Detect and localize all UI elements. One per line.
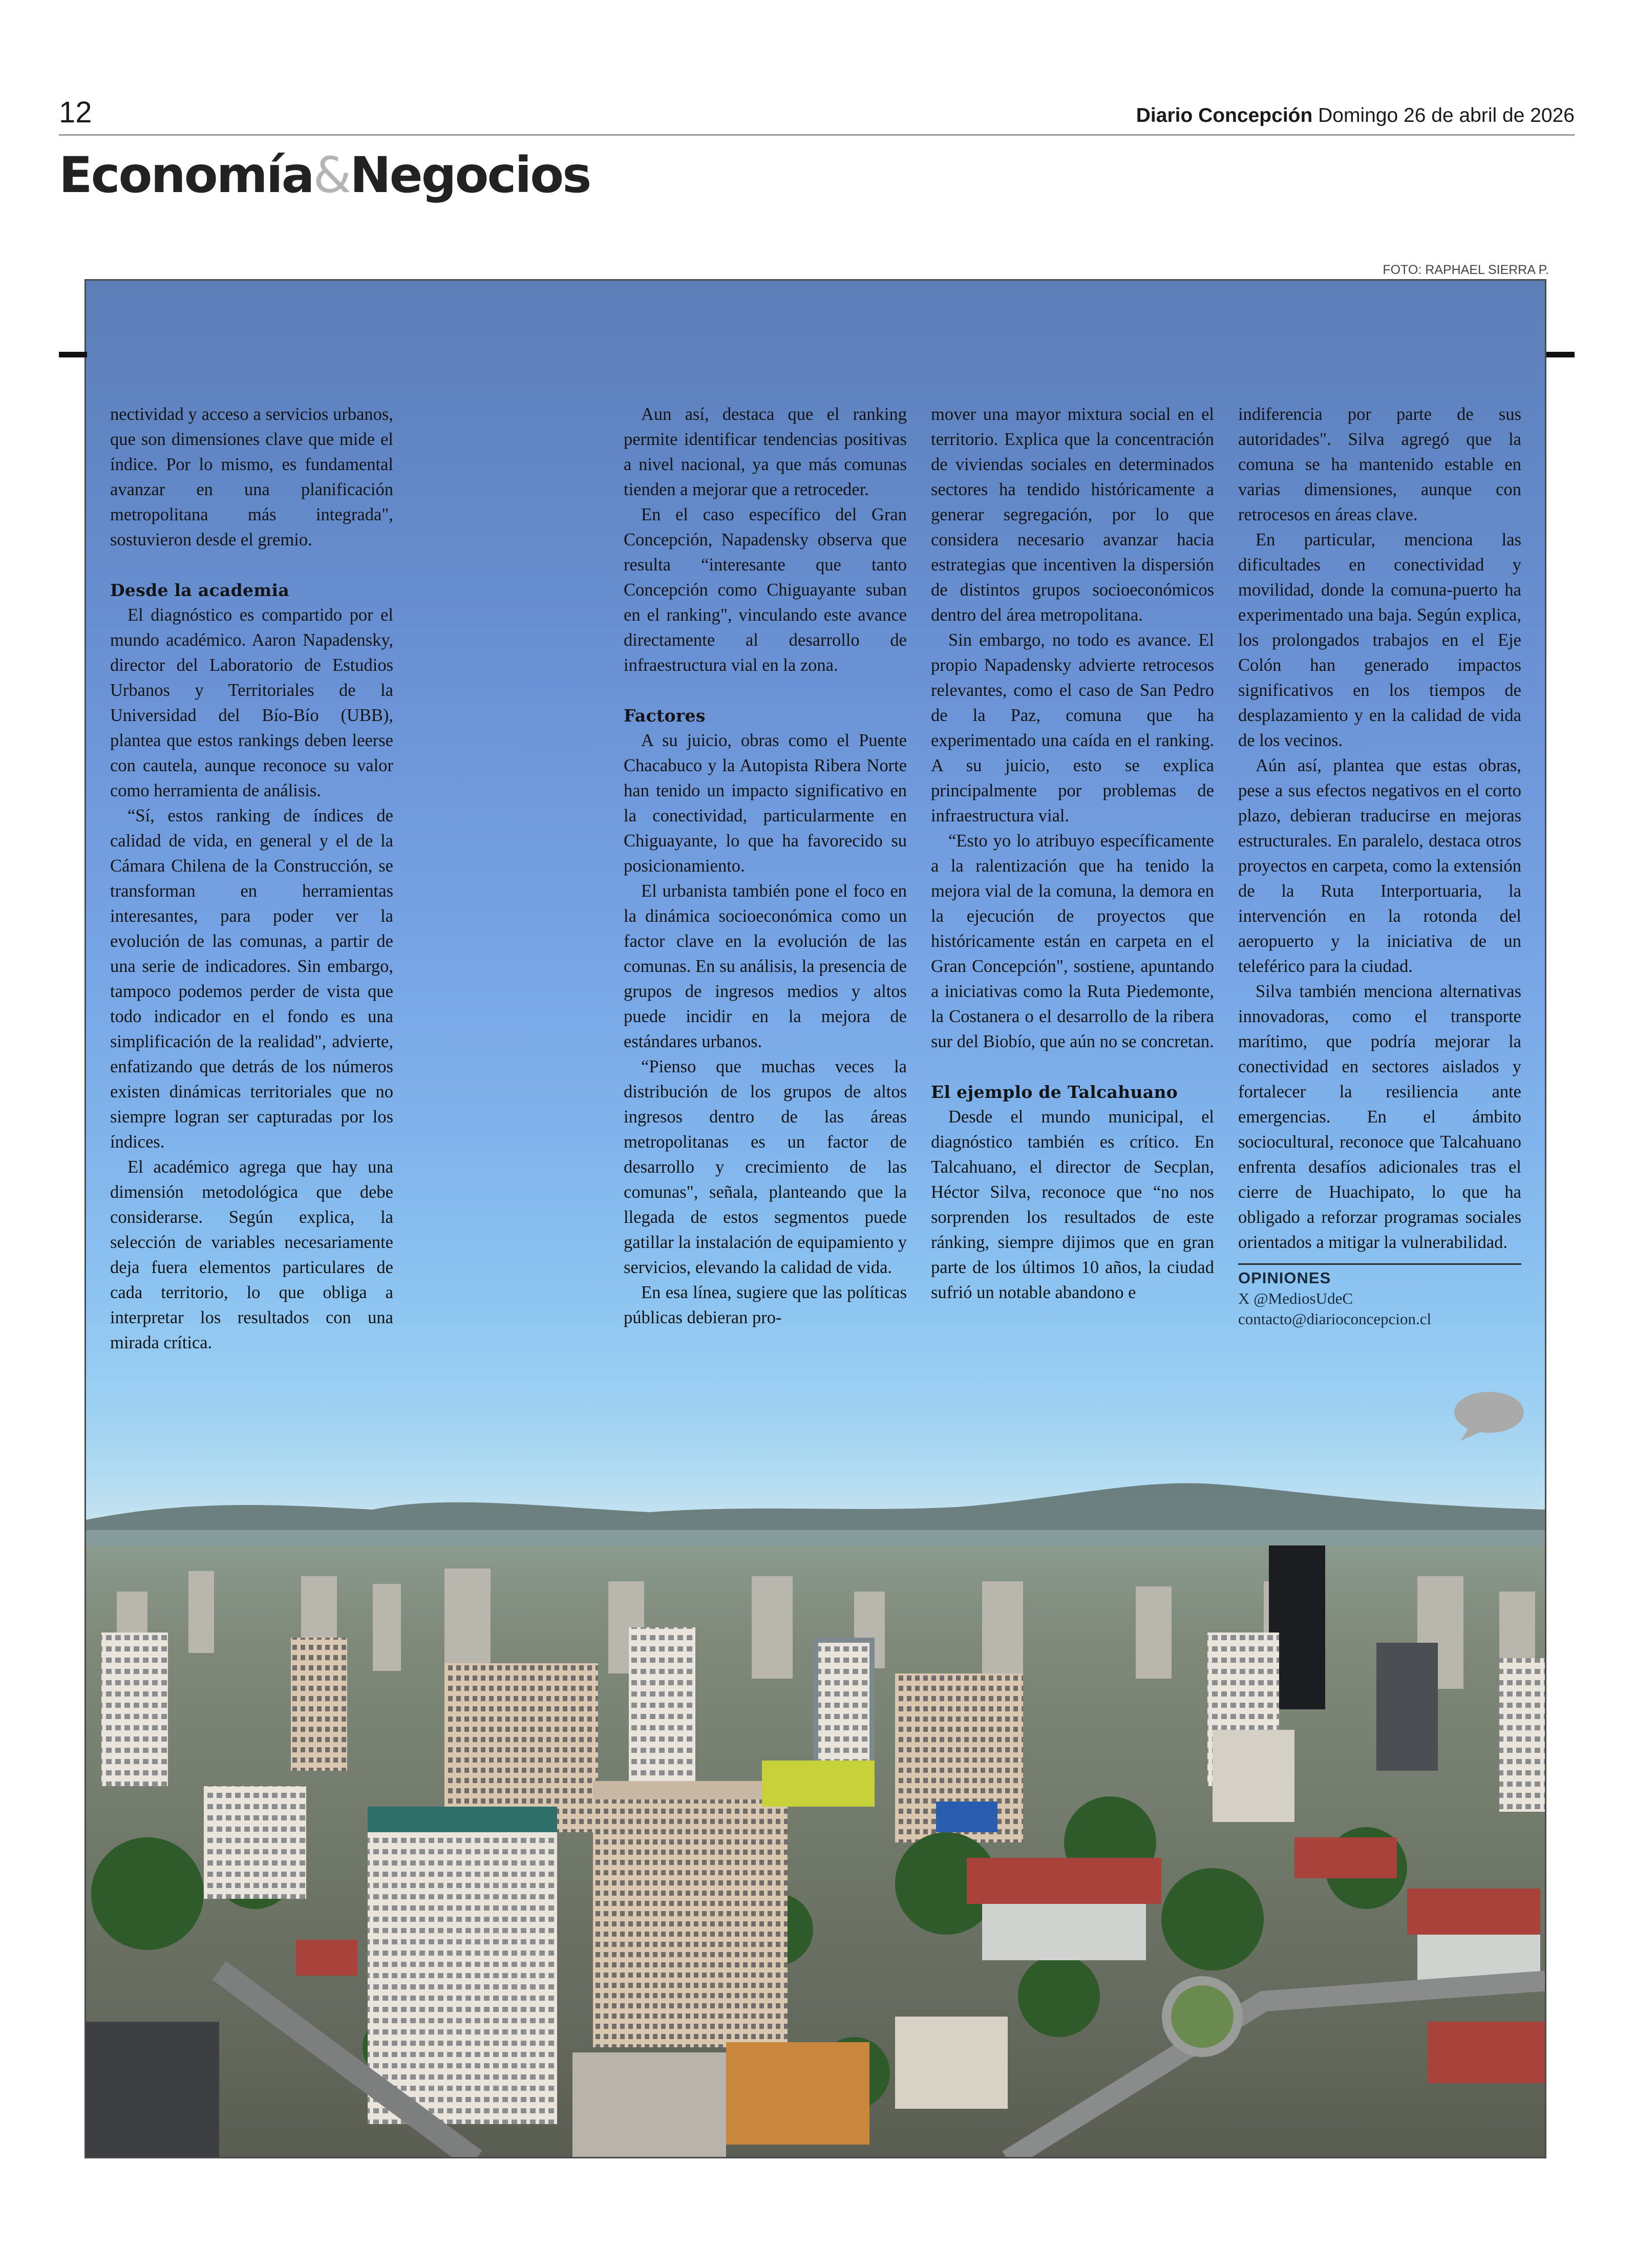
- paragraph: Silva también menciona alternativas innovadoras, como el transporte marítimo, que podría mejorar la conectividad en sectores aislados y fortalecer la resiliencia ante emergencias. En el ámbito sociocultural, reconoce que Talcahuano enfrenta desafíos adicionales tras el cierre de Huachipato, lo que ha obligado a reforzar programas sociales orientados a mitigar la vulnerabilidad.: [1238, 982, 1521, 1252]
- section-title-amp: &: [313, 146, 350, 204]
- section-title-left: Economía: [59, 146, 313, 204]
- masthead: [1136, 104, 1575, 127]
- section-title-right: Negocios: [350, 146, 590, 204]
- opinions-title: OPINIONES: [1238, 1269, 1331, 1287]
- article-column-2: [624, 402, 907, 1330]
- paragraph: En el caso específico del Gran Concepción, Napadensky observa que resulta “interesante que tanto Concepción como Chiguayante suban en el ranking", vinculando este avance directamente al desarrollo de infraestructura vial en la zona.: [624, 505, 907, 675]
- newspaper-name: Diario Concepción: [1136, 104, 1313, 126]
- paragraph: “Pienso que muchas veces la distribución de los grupos de altos ingresos dentro de las áreas metropolitanas es un factor de desarrollo y crecimiento de las comunas", señala, planteando que la llegada de estos segmentos puede gatillar la instalación de equipamiento y servicios, elevando la calidad de vida.: [624, 1057, 907, 1277]
- paragraph: “Sí, estos ranking de índices de calidad de vida, en general y el de la Cámara Chilena de la Construcción, se transforman en herramientas interesantes, para poder ver la evolución de las comunas, a partir de una serie de indicadores. Sin embargo, tampoco podemos perder de vista que todo indicador en el fondo es una simplificación de la realidad", advierte, enfatizando que detrás de los números existen dinámicas territoriales que no siempre logran ser capturadas por los índices.: [110, 806, 393, 1152]
- paragraph: Aún así, plantea que estas obras, pese a sus efectos negativos en el corto plazo, debieran traducirse en mejoras estructurales. En paralelo, destaca otros proyectos en carpeta, como la extensión de la Ruta Interportuaria, la intervención en la rotonda del aeropuerto y la iniciativa de un teleférico para la ciudad.: [1238, 756, 1521, 976]
- paragraph: mover una mayor mixtura social en el territorio. Explica que la concentración de viviendas sociales en determinados sectores ha tendido históricamente a generar segregación, por lo que considera necesario avanzar hacia estrategias que incentiven la dispersión de distintos grupos socioeconómicos dentro del área metropolitana.: [931, 405, 1214, 625]
- article-column-3: [931, 402, 1214, 1305]
- article-column-1: [110, 402, 393, 1355]
- paragraph: El académico agrega que hay una dimensión metodológica que debe considerarse. Según explica, la selección de variables necesariamente deja fuera elementos particulares de cada territorio, lo que obliga a interpretar los resultados con una mirada crítica.: [110, 1157, 393, 1352]
- section-title: [59, 144, 590, 206]
- article-column-4: [1238, 402, 1521, 1329]
- opinions-box: [1238, 1263, 1521, 1329]
- paragraph: El diagnóstico es compartido por el mundo académico. Aaron Napadensky, director del Laboratorio de Estudios Urbanos y Territoriales de la Universidad del Bío-Bío (UBB), plantea que estos rankings deben leerse con cautela, aunque reconoce su valor como herramienta de análisis.: [110, 605, 393, 800]
- subheading-talcahuano: El ejemplo de Talcahuano: [931, 1082, 1178, 1102]
- issue-date: Domingo 26 de abril de 2026: [1318, 104, 1575, 126]
- paragraph: “Esto yo lo atribuyo específicamente a la ralentización que ha tenido la mejora vial de la comuna, la demora en la ejecución de proyectos que históricamente están en carpeta en el Gran Concepción", sostiene, apuntando a iniciativas como la Ruta Piedemonte, la Costanera o el desarrollo de la ribera sur del Biobío, que aún no se concretan.: [931, 831, 1214, 1051]
- decorative-bar-right: [1546, 352, 1575, 357]
- subheading-academia: Desde la academia: [110, 580, 290, 600]
- page-number: 12: [59, 96, 92, 129]
- photo-credit: FOTO: RAPHAEL SIERRA P.: [1383, 263, 1549, 277]
- paragraph: En esa línea, sugiere que las políticas públicas debieran pro-: [624, 1283, 907, 1327]
- header-rule: [59, 134, 1575, 136]
- subheading-factores: Factores: [624, 706, 706, 726]
- paragraph: Desde el mundo municipal, el diagnóstico también es crítico. En Talcahuano, el director de Secplan, Héctor Silva, reconoce que “no nos sorprenden los resultados de este ránking, siempre dijimos que en gran parte de los últimos 10 años, la ciudad sufrió un notable abandono e: [931, 1107, 1214, 1302]
- paragraph: En particular, menciona las dificultades en conectividad y movilidad, donde la comuna-puerto ha experimentado una baja. Según explica, los prolongados trabajos en el Eje Colón han generado impactos significativos en los tiempos de desplazamiento y en la calidad de vida de los vecinos.: [1238, 530, 1521, 750]
- paragraph: nectividad y acceso a servicios urbanos, que son dimensiones clave que mide el índice. Por lo mismo, es fundamental avanzar en una planificación metropolitana más integrada", sostuvieron desde el gremio.: [110, 405, 393, 549]
- speech-bubble-icon: [1449, 1388, 1526, 1444]
- paragraph: indiferencia por parte de sus autoridades". Silva agregó que la comuna se ha mantenido estable en varias dimensiones, aunque con retrocesos en áreas clave.: [1238, 405, 1521, 524]
- paragraph: A su juicio, obras como el Puente Chacabuco y la Autopista Ribera Norte han tenido un impacto significativo en la conectividad, particularmente en Chiguayante, lo que ha favorecido su posicionamiento.: [624, 731, 907, 876]
- paragraph: El urbanista también pone el foco en la dinámica socioeconómica como un factor clave en la evolución de las comunas. En su análisis, la presencia de grupos de ingresos medios y altos puede incidir en la mejora de estándares urbanos.: [624, 881, 907, 1051]
- paragraph: Aun así, destaca que el ranking permite identificar tendencias positivas a nivel nacional, ya que más comunas tienden a mejorar que a retroceder.: [624, 405, 907, 499]
- decorative-bar-left: [59, 352, 87, 357]
- opinions-x-handle[interactable]: X @MediosUdeC: [1238, 1289, 1353, 1307]
- opinions-email[interactable]: contacto@diarioconcepcion.cl: [1238, 1310, 1432, 1328]
- paragraph: Sin embargo, no todo es avance. El propio Napadensky advierte retrocesos relevantes, como el caso de San Pedro de la Paz, comuna que ha experimentado una caída en el ranking. A su juicio, esto se explica principalmente por problemas de infraestructura vial.: [931, 630, 1214, 825]
